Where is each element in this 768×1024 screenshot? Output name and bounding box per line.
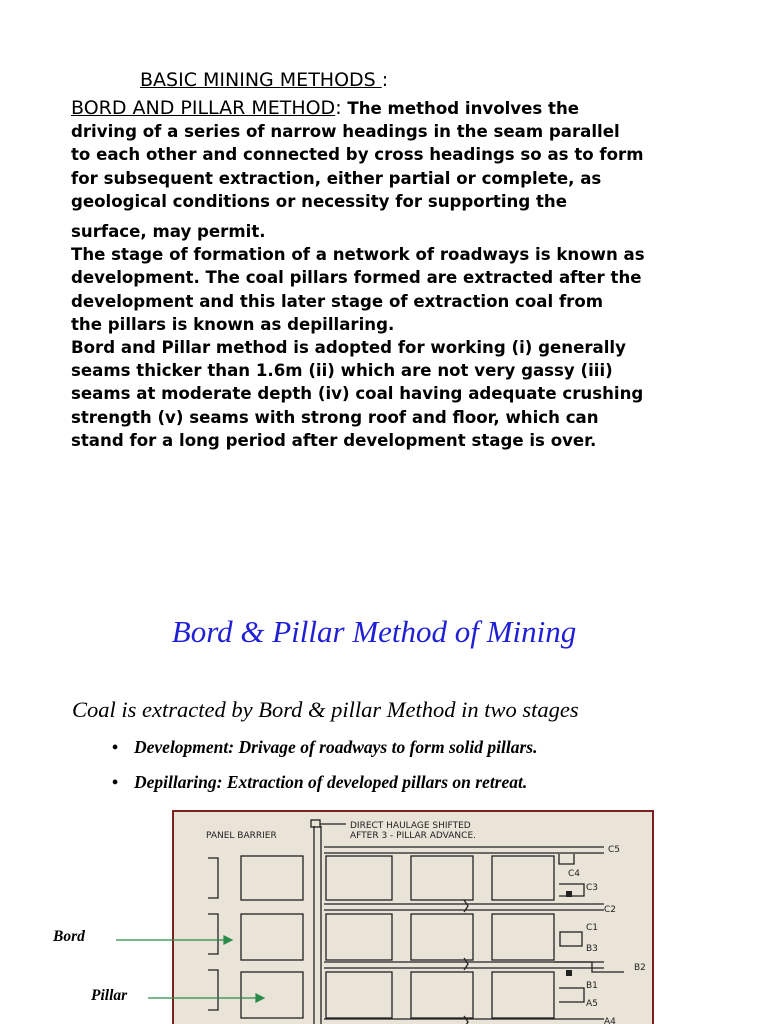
body-text-line: geological conditions or necessity for supporting the <box>71 191 567 211</box>
section-heading <box>140 69 388 91</box>
body-text-line: strength (v) seams with strong roof and floor, which can <box>71 407 599 427</box>
slide-title: Bord & Pillar Method of Mining <box>171 614 577 649</box>
body-text-line: The stage of formation of a network of roadways is known as <box>71 245 645 265</box>
pillar <box>326 972 392 1018</box>
body-text-line: development. The coal pillars formed are extracted after the <box>71 268 642 288</box>
slide-subtitle: Coal is extracted by Bord & pillar Method in two stages <box>72 697 579 722</box>
point-label: C3 <box>586 883 599 893</box>
body-text-line: stand for a long period after development stage is over. <box>71 430 597 450</box>
point-label: C2 <box>604 905 617 915</box>
body-text-line: seams at moderate depth (iv) coal having adequate crushing <box>71 384 644 404</box>
body-text-line: seams thicker than 1.6m (ii) which are not very gassy (iii) <box>71 361 613 381</box>
face-heading <box>559 988 584 1002</box>
pillar <box>411 856 473 900</box>
barrier-bracket <box>208 970 218 1010</box>
pillar <box>411 972 473 1018</box>
face-heading <box>559 854 574 864</box>
heading-colon: : <box>381 69 389 91</box>
point-label: A5 <box>586 999 598 1009</box>
bullet-icon: • <box>112 737 119 757</box>
point-label: B1 <box>586 981 598 991</box>
body-text-line: Bord and Pillar method is adopted for working (i) generally <box>71 338 626 358</box>
caption-line-1: DIRECT HAULAGE SHIFTED <box>350 821 471 831</box>
barrier-bracket <box>208 858 218 898</box>
body-text-line: to each other and connected by cross headings so as to form <box>71 145 644 165</box>
pillar-label: Pillar <box>91 987 128 1004</box>
face-heading <box>554 962 624 972</box>
body-text-line: surface, may permit. <box>71 222 266 242</box>
pillar <box>241 856 303 900</box>
point-label: C5 <box>608 845 621 855</box>
face-heading <box>560 932 582 946</box>
pillar <box>411 914 473 960</box>
arrow-icon <box>464 1016 468 1024</box>
heading-text: BASIC MINING METHODS <box>140 69 382 91</box>
method-name: BORD AND PILLAR METHOD <box>71 97 336 119</box>
stopping-marker <box>566 891 572 897</box>
body-text-line: development and this later stage of extraction coal from <box>71 291 604 311</box>
pillar <box>241 914 303 960</box>
mine-layout-svg <box>174 812 654 1024</box>
body-paragraph <box>71 97 751 452</box>
pillar <box>326 914 392 960</box>
bullet-development <box>112 737 537 758</box>
bullet-text: Development: Drivage of roadways to form solid pillars. <box>134 737 538 757</box>
point-label: C4 <box>568 869 581 879</box>
body-text-line: driving of a series of narrow headings in the seam parallel <box>71 122 620 142</box>
bord-label: Bord <box>53 928 85 945</box>
method-colon: : <box>335 97 342 119</box>
panel-barrier-label: PANEL BARRIER <box>206 831 277 841</box>
pillar <box>492 856 554 900</box>
body-text-line: for subsequent extraction, either partial or complete, as <box>71 168 602 188</box>
pillar <box>241 972 303 1018</box>
mine-layout-diagram <box>172 810 654 1024</box>
pillar <box>492 972 554 1018</box>
barrier-bracket <box>208 914 218 954</box>
point-label: C1 <box>586 923 599 933</box>
point-label: B2 <box>634 963 646 973</box>
bullet-text: Depillaring: Extraction of developed pillars on retreat. <box>134 772 528 792</box>
bullet-depillaring <box>112 772 527 793</box>
pillar <box>326 856 392 900</box>
body-line-0 <box>71 97 751 120</box>
point-label: A4 <box>604 1017 616 1024</box>
point-label: B3 <box>586 944 598 954</box>
caption-line-2: AFTER 3 - PILLAR ADVANCE. <box>350 831 476 841</box>
leader-box <box>311 820 320 827</box>
body-text-line: The method involves the <box>341 99 580 118</box>
bullet-icon: • <box>112 772 119 792</box>
stopping-marker <box>566 970 572 976</box>
body-text-line: the pillars is known as depillaring. <box>71 314 395 334</box>
pillar <box>492 914 554 960</box>
